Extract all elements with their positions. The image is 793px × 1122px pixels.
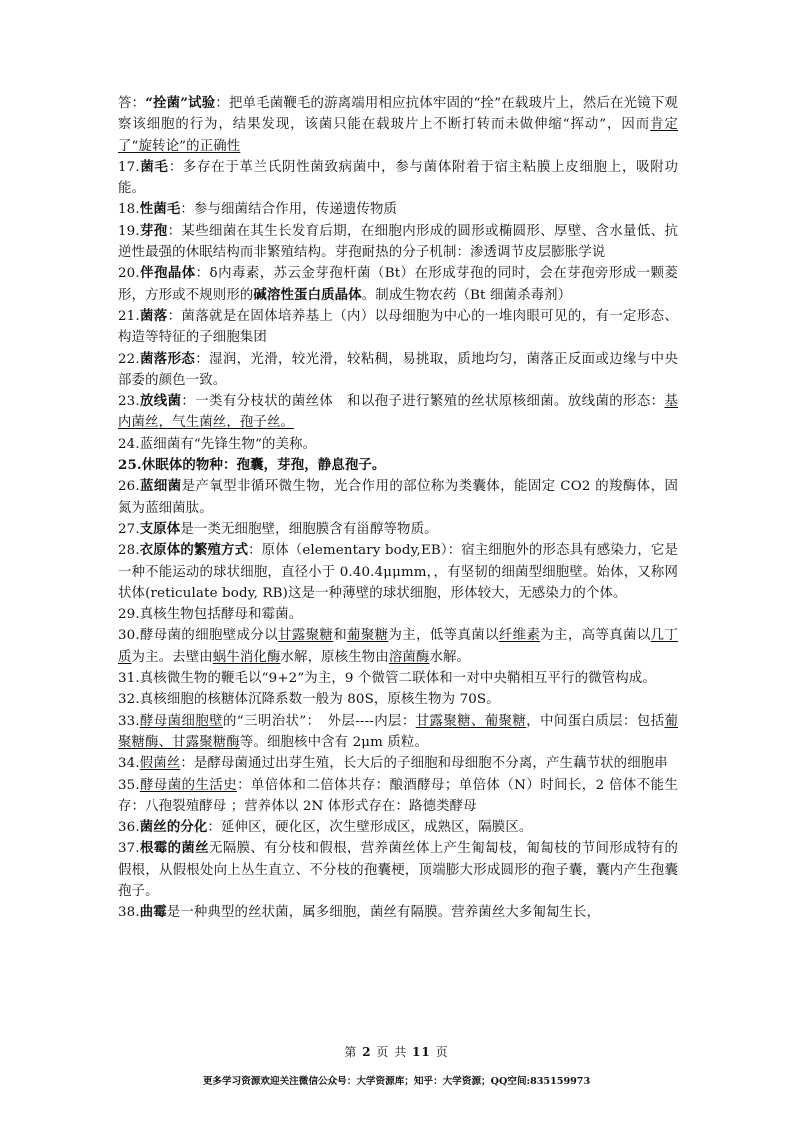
bold-term: 碱溶性蛋白质晶体	[253, 286, 362, 303]
text-run: 26.	[118, 479, 140, 495]
text-run: 是一种典型的丝状菌，属多细胞，菌丝有隔膜。营养菌丝大多匍匐生长，	[166, 905, 601, 921]
paragraph	[118, 817, 678, 838]
bold-term: 菌丝的分化	[139, 819, 208, 836]
text-run: 17.	[118, 159, 140, 175]
text-run: 是一类无细胞壁，细胞膜含有甾醇等物质。	[180, 521, 438, 537]
text-run: 34.	[118, 756, 140, 772]
underlined-text: 酵母菌细胞壁	[139, 713, 223, 729]
text-run: 和	[333, 628, 348, 644]
bold-term: 放线菌	[139, 393, 182, 410]
underlined-text: 葡聚糖酶、甘露聚糖酶	[118, 713, 679, 750]
text-run: ，中间蛋白质层：包括	[526, 713, 665, 729]
text-run: 。制成生物农药（Bt 细菌杀毒剂）	[361, 287, 572, 303]
text-run: 33.	[118, 713, 140, 729]
footer-note: 更多学习资源欢迎关注微信公众号：大学资源库；知乎：大学资源；QQ空间:835159973	[202, 1076, 591, 1087]
underlined-text: 葡聚糖	[347, 628, 389, 644]
text-run: 水解。	[429, 649, 471, 665]
text-run: 29.真核生物包括酵母和霉菌。	[118, 607, 303, 623]
underlined-text: 溶菌酶	[388, 649, 430, 665]
paragraph	[118, 157, 678, 200]
text-run: 为主，高等真菌以	[540, 628, 651, 644]
page-prefix: 第	[344, 1045, 363, 1059]
paragraph	[118, 263, 678, 306]
text-run: 是产氧型非循环微生物，光合作用的部位称为类囊体，能固定 CO2 的羧酶体，固氮为蓝细菌肽。	[118, 479, 678, 516]
bold-term: 菌落形态	[139, 350, 196, 367]
paragraph	[118, 604, 678, 625]
text-run: 水解，原核生物由	[280, 649, 389, 665]
text-run: ：单倍体和二倍体共存：酿酒酵母；单倍体（N）时间长，2 倍体不能生存：八孢裂殖酵母 ；营养体以 2N 体形式存在：路德类酵母	[118, 777, 678, 814]
paragraph	[118, 625, 678, 668]
paragraph	[118, 349, 678, 392]
bold-term: 曲霉	[139, 904, 167, 921]
bold-term: 性菌毛	[139, 201, 181, 218]
paragraph	[118, 838, 678, 902]
text-run: 27.	[118, 521, 140, 537]
paragraph	[118, 455, 678, 476]
text-run: 23.	[118, 394, 140, 410]
paragraph	[118, 711, 678, 754]
underlined-text: 纤维素	[498, 628, 541, 644]
text-run: 为主，低等真菌以	[388, 628, 499, 644]
text-run: 为主。去壁由	[131, 649, 213, 665]
page-total: 11	[412, 1045, 431, 1059]
bold-term: 衣原体的繁殖方式	[139, 542, 249, 559]
paragraph	[118, 668, 678, 689]
text-run: ：延伸区，硬化区，次生壁形成区，成熟区，隔膜区。	[207, 820, 533, 836]
paragraph	[118, 689, 678, 710]
underlined-text: 酵母菌的生活史	[139, 777, 238, 793]
bold-term: 蓝细菌	[139, 478, 182, 495]
underlined-text: 几丁质	[118, 628, 678, 665]
text-run: 20.	[118, 266, 140, 282]
text-run: ：菌落就是在固体培养基上（内）以母细胞为中心的一堆肉眼可见的，有一定形态、构造等特征的子细胞集团	[118, 308, 678, 346]
text-run: 18.	[118, 202, 140, 218]
text-run: 24.蓝细菌有“先锋生物”的美称。	[118, 436, 317, 452]
paragraph	[118, 434, 678, 455]
text-run: 的“三明治状”： 外层----内层：	[222, 713, 416, 729]
text-run: ：参与细菌结合作用，传递遗传物质	[180, 202, 398, 218]
paragraph	[118, 199, 678, 220]
text-run: 等。细胞核中含有 2μm 质粒。	[239, 734, 429, 750]
text-run: 35.	[118, 777, 140, 793]
text-run: ：原体（elementary body,EB）：宿主细胞外的形态具有感染力，它是一种不能运动的球状细胞，直径小于 0.40.4μμmm，，有坚韧的细菌型细胞壁。始体，又称网状体(reticulate body, RB)这是一种薄壁的球状细胞，形体较大，无感染力的个体。	[118, 543, 678, 601]
document-body	[118, 93, 678, 924]
page-suffix: 页	[430, 1045, 449, 1059]
bold-term: 菌落	[139, 307, 168, 324]
bold-term: 25.休眠体的物种：孢囊，芽孢，静息孢子。	[118, 457, 386, 474]
text-run: 答：	[118, 96, 146, 111]
bold-term: 根霉的菌丝	[139, 840, 210, 857]
text-run: 28.	[118, 543, 140, 559]
paragraph	[118, 775, 678, 818]
page-current: 2	[362, 1045, 372, 1059]
bold-term: 支原体	[139, 520, 181, 537]
paragraph	[118, 540, 678, 604]
paragraph	[118, 476, 678, 519]
text-run: ：多存在于革兰氏阴性菌致病菌中，参与菌体附着于宿主粘膜上皮细胞上，吸附功能。	[118, 159, 678, 197]
text-run: 21.	[118, 308, 140, 324]
paragraph	[118, 93, 678, 157]
paragraph	[118, 519, 678, 540]
paragraph	[118, 306, 678, 349]
paragraph	[118, 902, 678, 923]
text-run: 19.	[118, 223, 140, 239]
text-run: ：把单毛菌鞭毛的游离端用相应抗体牢固的“拴”在载玻片上，然后在光镜下观察该细胞的行为，结果发现，该菌只能在载玻片上不断打转而未做伸缩“挥动”，因而	[118, 96, 678, 133]
underlined-text: 甘露聚糖、葡聚糖	[415, 713, 527, 729]
text-run: ：湿润，光滑，较光滑，较粘稠，易挑取，质地均匀，菌落正反面或边缘与中央部委的颜色一致。	[118, 351, 678, 388]
text-run: 36.	[118, 820, 140, 836]
text-run: 无隔膜、有分枝和假根，营养菌丝体上产生匍匐枝，匍匐枝的节间形成特有的假根，从假根处向上丛生直立、不分枝的孢囊梗，顶端膨大形成圆形的孢子囊，囊内产生孢囊孢子。	[118, 841, 678, 899]
paragraph	[118, 391, 678, 434]
page-number	[0, 1043, 793, 1060]
underlined-text: 甘露聚糖	[278, 628, 334, 644]
text-run: ：是酵母菌通过出芽生殖，长大后的子细胞和母细胞不分离，产生藕节状的细胞串	[180, 756, 668, 772]
text-run: 31.真核微生物的鞭毛以“9+2”为主，9 个微管二联体和一对中央鞘相互平行的微管构成。	[118, 671, 656, 687]
underlined-text: 肯定了“旋转论”的正确性	[118, 117, 678, 154]
text-run: 37.	[118, 841, 140, 857]
bold-term: 伴孢晶体	[139, 265, 196, 282]
text-run: 32.真核细胞的核糖体沉降系数一般为 80S，原核生物为 70S。	[118, 692, 500, 708]
text-run: ：一类有分枝状的菌丝体 和以孢子进行繁殖的丝状原核细菌。放线菌的形态：	[181, 394, 665, 410]
text-run: ：δ内毒素，苏云金芽孢杆菌（Bt）在形成芽孢的同时，会在芽孢旁形成一颗菱形，方形或不规则形的	[118, 266, 678, 303]
text-run: 22.	[118, 351, 140, 367]
paragraph	[118, 221, 678, 264]
paragraph	[118, 753, 678, 774]
bold-term: 菌毛	[139, 158, 169, 175]
bold-term: “拴菌”试验	[145, 95, 216, 111]
underlined-text: 假菌丝	[139, 756, 181, 772]
bold-term: 芽孢	[139, 222, 168, 239]
page-middle: 页 共	[371, 1045, 413, 1059]
underlined-text: 基内菌丝，气生菌丝，孢子丝。	[118, 394, 679, 431]
text-run: 38.	[118, 905, 140, 921]
underlined-text: 蜗牛消化酶	[212, 649, 281, 665]
text-run: 30.酵母菌的细胞壁成分以	[118, 628, 279, 644]
text-run: ：某些细菌在其生长发育后期，在细胞内形成的圆形或椭圆形、厚壁、含水量低、抗逆性最强的休眠结构而非繁殖结构。芽孢耐热的分子机制：渗透调节皮层膨胀学说	[118, 223, 678, 261]
